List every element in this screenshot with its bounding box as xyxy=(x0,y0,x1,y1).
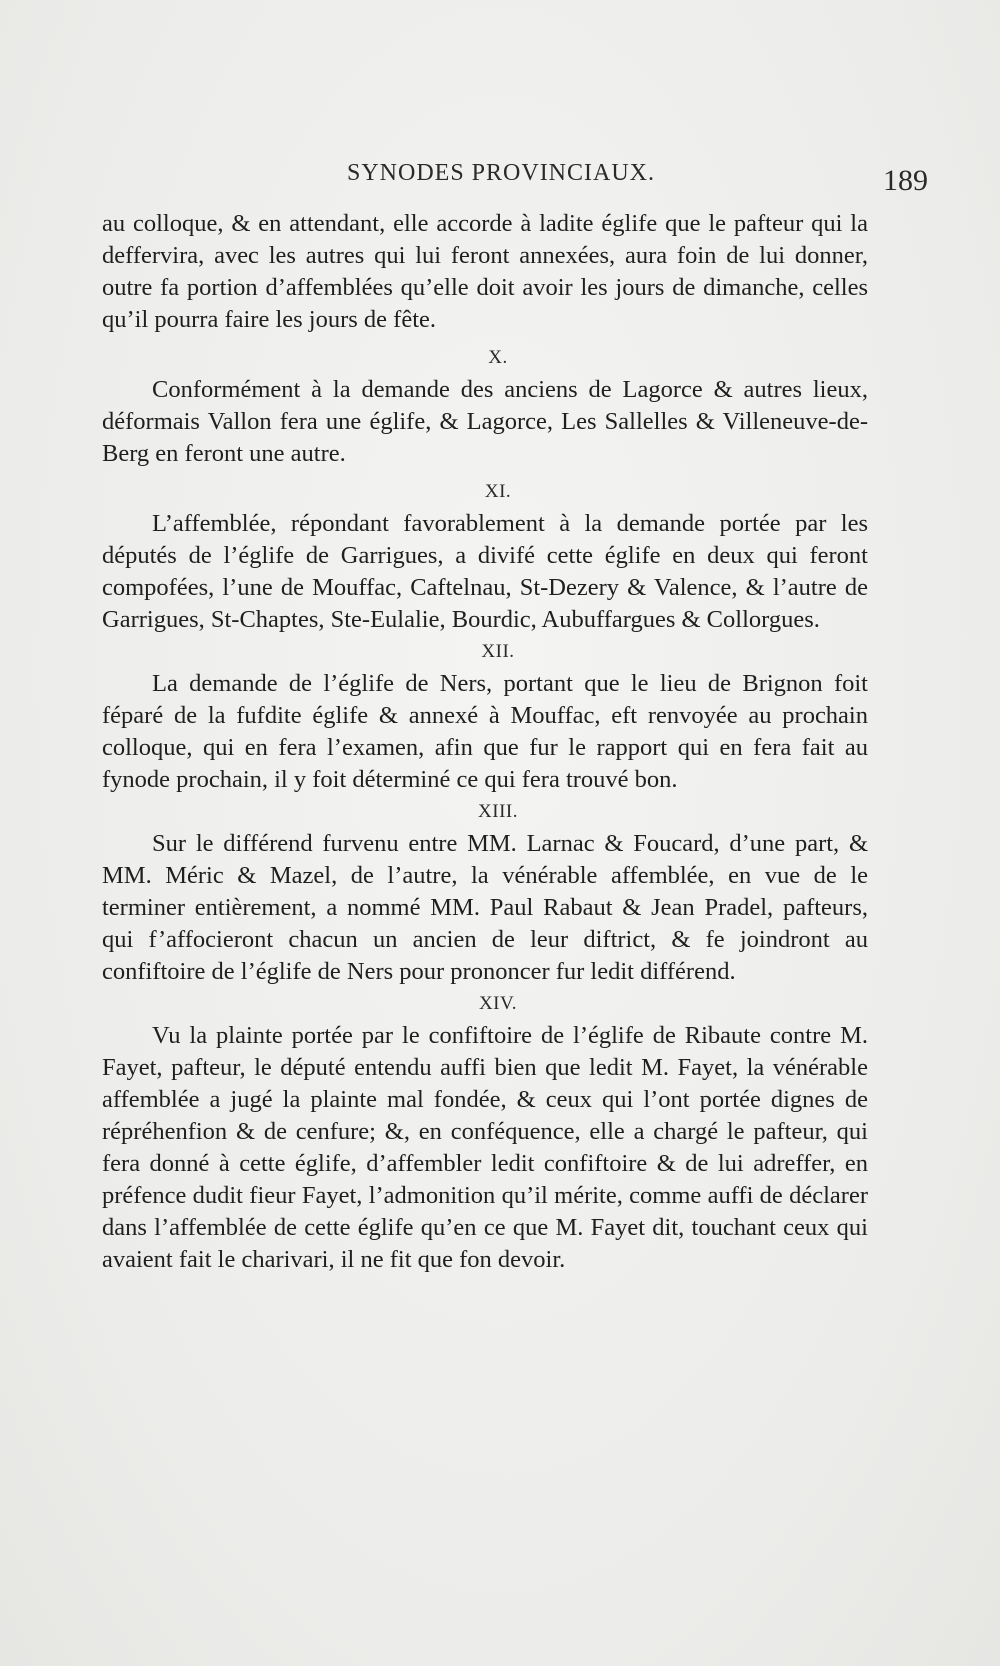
paragraph-section-xiv: Vu la plainte portée par le confiftoire de l’églife de Ribaute contre M. Fayet, pafteur, le député entendu auffi bien que ledit M. Fayet, la vénérable affemblée a jugé la plainte mal fondée, & ceux qui l’ont portée dignes de répréhenfion & de cenfure; &, en conféquence, elle a chargé le pafteur, qui fera donné à cette églife, d’affembler ledit confiftoire & de lui adreffer, en préfence dudit fieur Fayet, l’admonition qu’il mérite, comme auffi de déclarer dans l’affemblée de cette églife qu’en ce que M. Fayet dit, touchant ceux qui avaient fait le charivari, il ne fit que fon devoir. xyxy=(102,1022,868,1273)
section-number-xi: XI. xyxy=(484,481,512,502)
page-number: 189 xyxy=(883,164,928,197)
paragraph-section-xii: La demande de l’églife de Ners, portant que le lieu de Brignon foit féparé de la fufdite églife & annexé à Mouffac, eft renvoyée au prochain colloque, qui en fera l’examen, afin que fur le rapport qui en fera fait au fynode prochain, il y foit déterminé ce qui fera trouvé bon. xyxy=(102,670,868,793)
paragraph-section-x: Conformément à la demande des anciens de Lagorce & autres lieux, déformais Vallon fera une églife, & Lagorce, Les Sallelles & Villeneuve-de-Berg en feront une autre. xyxy=(102,376,868,467)
section-number-xii: XII. xyxy=(481,641,515,662)
paragraph-section-xi: L’affemblée, répondant favorablement à la demande portée par les députés de l’églife de Garrigues, a divifé cette églife en deux qui feront compofées, l’une de Mouffac, Caftelnau, St-Dezery & Valence, & l’autre de Garrigues, St-Chaptes, Ste-Eulalie, Bourdic, Aubuffargues & Collorgues. xyxy=(102,510,868,633)
paragraph-continuation: au colloque, & en attendant, elle accorde à ladite églife que le pafteur qui la deffervira, avec les autres qui lui feront annexées, aura foin de lui donner, outre fa portion d’affemblées qu’elle doit avoir les jours de dimanche, celles qu’il pourra faire les jours de fête. xyxy=(102,210,868,333)
section-number-xiii: XIII. xyxy=(478,801,518,822)
running-head xyxy=(102,160,928,200)
running-title: SYNODES PROVINCIAUX. xyxy=(346,160,656,186)
page-body xyxy=(102,208,868,1276)
paragraph-section-xiii: Sur le différend furvenu entre MM. Larnac & Foucard, d’une part, & MM. Méric & Mazel, de l’autre, la vénérable affemblée, en vue de le terminer entièrement, a nommé MM. Paul Rabaut & Jean Pradel, pafteurs, qui f’affocieront chacun un ancien de leur diftrict, & fe joindront au confiftoire de l’églife de Ners pour prononcer fur ledit différend. xyxy=(102,830,868,985)
section-number-xiv: XIV. xyxy=(478,993,518,1014)
section-number-x: X. xyxy=(488,347,508,368)
